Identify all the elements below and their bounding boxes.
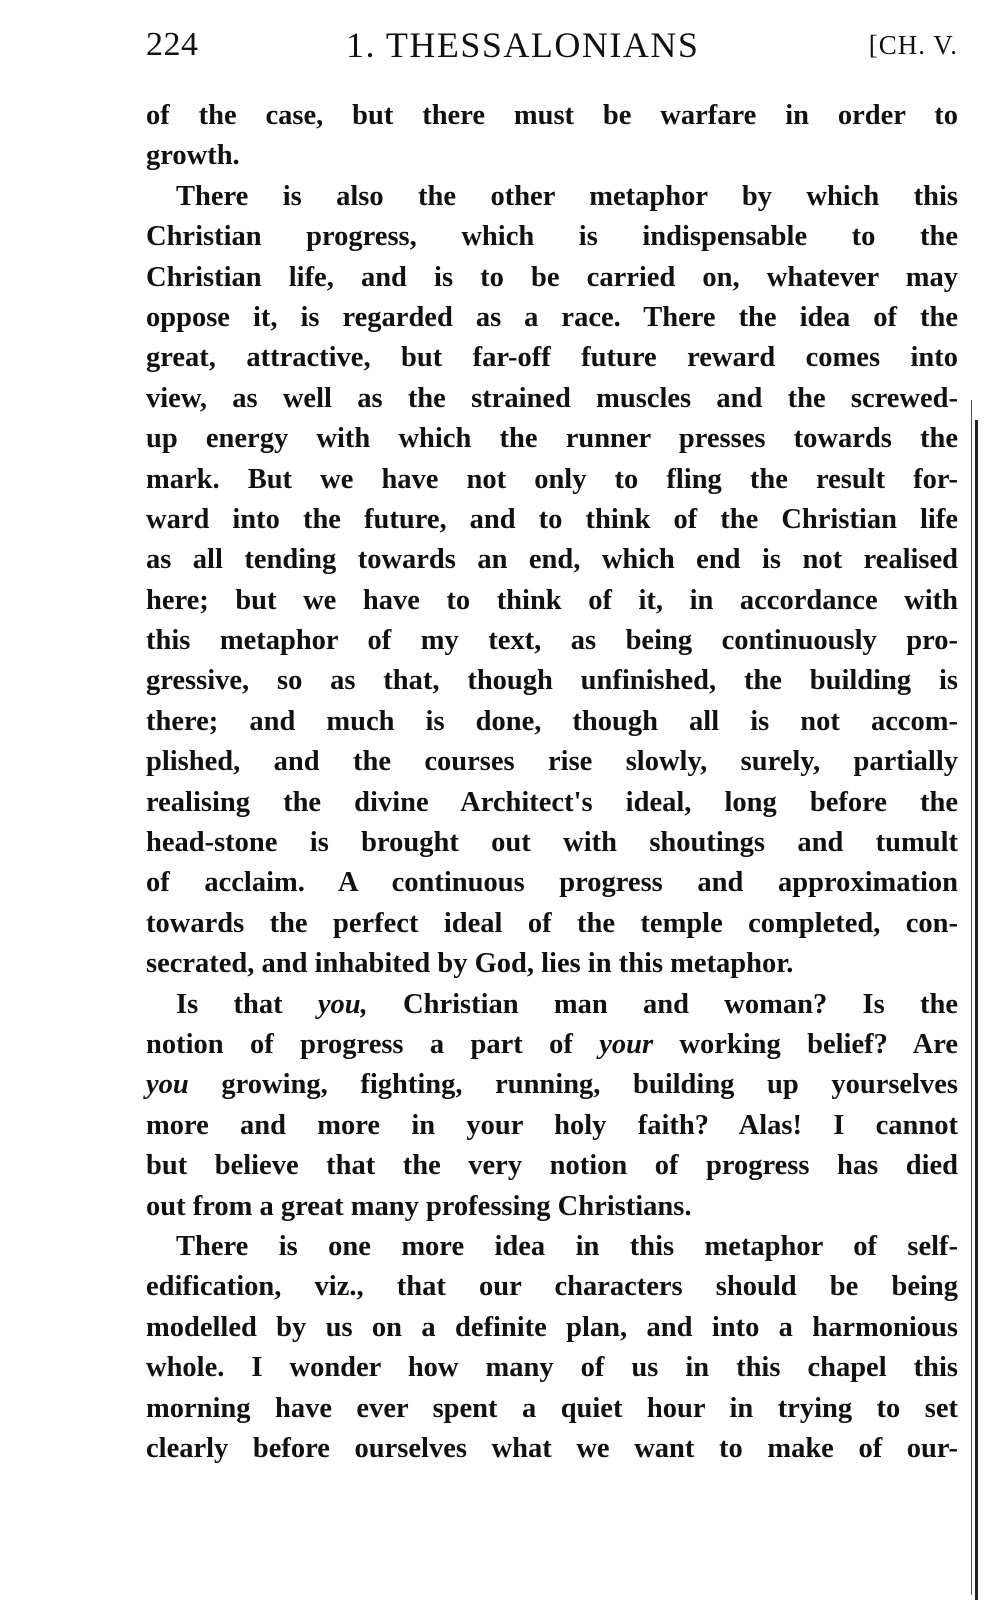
text-line: growth. bbox=[146, 140, 240, 172]
text-line: of acclaim. A continuous progress and approximation bbox=[146, 867, 958, 899]
text-line: of the case, but there must be warfare in order to bbox=[146, 100, 958, 131]
text-line: realising the divine Architect's ideal, long before the bbox=[146, 786, 958, 818]
text-line: secrated, and inhabited by God, lies in this metaphor. bbox=[146, 948, 794, 980]
text-line: mark. But we have not only to fling the result for- bbox=[146, 463, 958, 495]
running-header bbox=[146, 26, 958, 76]
text-line: modelled by us on a definite plan, and into a harmonious bbox=[146, 1311, 958, 1343]
text-line: up energy with which the runner presses towards the bbox=[146, 423, 958, 455]
text-line: plished, and the courses rise slowly, surely, partially bbox=[146, 746, 958, 778]
italic-word: your bbox=[599, 1028, 654, 1060]
text-line bbox=[146, 1025, 958, 1065]
text-line: view, as well as the strained muscles and the screwed- bbox=[146, 382, 958, 414]
text-fragment: growing, fighting, running, building up yourselves bbox=[188, 1069, 958, 1101]
text-fragment: Christian man and woman? Is the bbox=[367, 988, 958, 1020]
running-title: 1. THESSALONIANS bbox=[346, 25, 700, 65]
text-line: here; but we have to think of it, in accordance with bbox=[146, 584, 958, 616]
text-line: this metaphor of my text, as being continuously pro- bbox=[146, 625, 958, 657]
page-edge-rule bbox=[975, 420, 978, 1600]
text-line: towards the perfect ideal of the temple completed, con- bbox=[146, 907, 958, 939]
text-line: edification, viz., that our characters should be being bbox=[146, 1271, 958, 1303]
paragraph-start-line: There is also the other metaphor by which this bbox=[176, 180, 958, 212]
text-line: ward into the future, and to think of the Christian life bbox=[146, 503, 958, 535]
text-fragment: Is that bbox=[176, 988, 318, 1020]
text-line: but believe that the very notion of progress has died bbox=[146, 1150, 958, 1182]
text-line: oppose it, is regarded as a race. There the idea of the bbox=[146, 301, 958, 333]
page-number: 224 bbox=[146, 26, 199, 63]
text-fragment: working belief? Are bbox=[653, 1028, 958, 1060]
text-fragment: notion of progress a part of bbox=[146, 1028, 600, 1060]
italic-word: you, bbox=[317, 988, 368, 1020]
text-line: head-stone is brought out with shoutings and tumult bbox=[146, 827, 958, 859]
text-line: whole. I wonder how many of us in this chapel this bbox=[146, 1352, 958, 1384]
text-line: out from a great many professing Christians. bbox=[146, 1190, 692, 1222]
text-line bbox=[146, 1065, 958, 1105]
italic-word: you bbox=[146, 1069, 189, 1101]
page-edge-rule-thin bbox=[971, 400, 972, 1595]
text-line: clearly before ourselves what we want to make of our- bbox=[146, 1432, 958, 1464]
text-line: Christian life, and is to be carried on, whatever may bbox=[146, 261, 958, 293]
text-line: as all tending towards an end, which end is not realised bbox=[146, 544, 958, 576]
paragraph-start-line bbox=[146, 985, 958, 1025]
body-text bbox=[146, 96, 958, 1469]
text-line: more and more in your holy faith? Alas! I cannot bbox=[146, 1109, 958, 1141]
text-line: morning have ever spent a quiet hour in trying to set bbox=[146, 1392, 958, 1424]
text-line: great, attractive, but far-off future reward comes into bbox=[146, 342, 958, 374]
chapter-marker: [CH. V. bbox=[868, 30, 958, 60]
text-line: Christian progress, which is indispensable to the bbox=[146, 221, 958, 253]
text-line: there; and much is done, though all is not accom- bbox=[146, 705, 958, 737]
paragraph-start-line: There is one more idea in this metaphor of self- bbox=[176, 1230, 958, 1262]
text-line: gressive, so as that, though unfinished, the building is bbox=[146, 665, 958, 697]
